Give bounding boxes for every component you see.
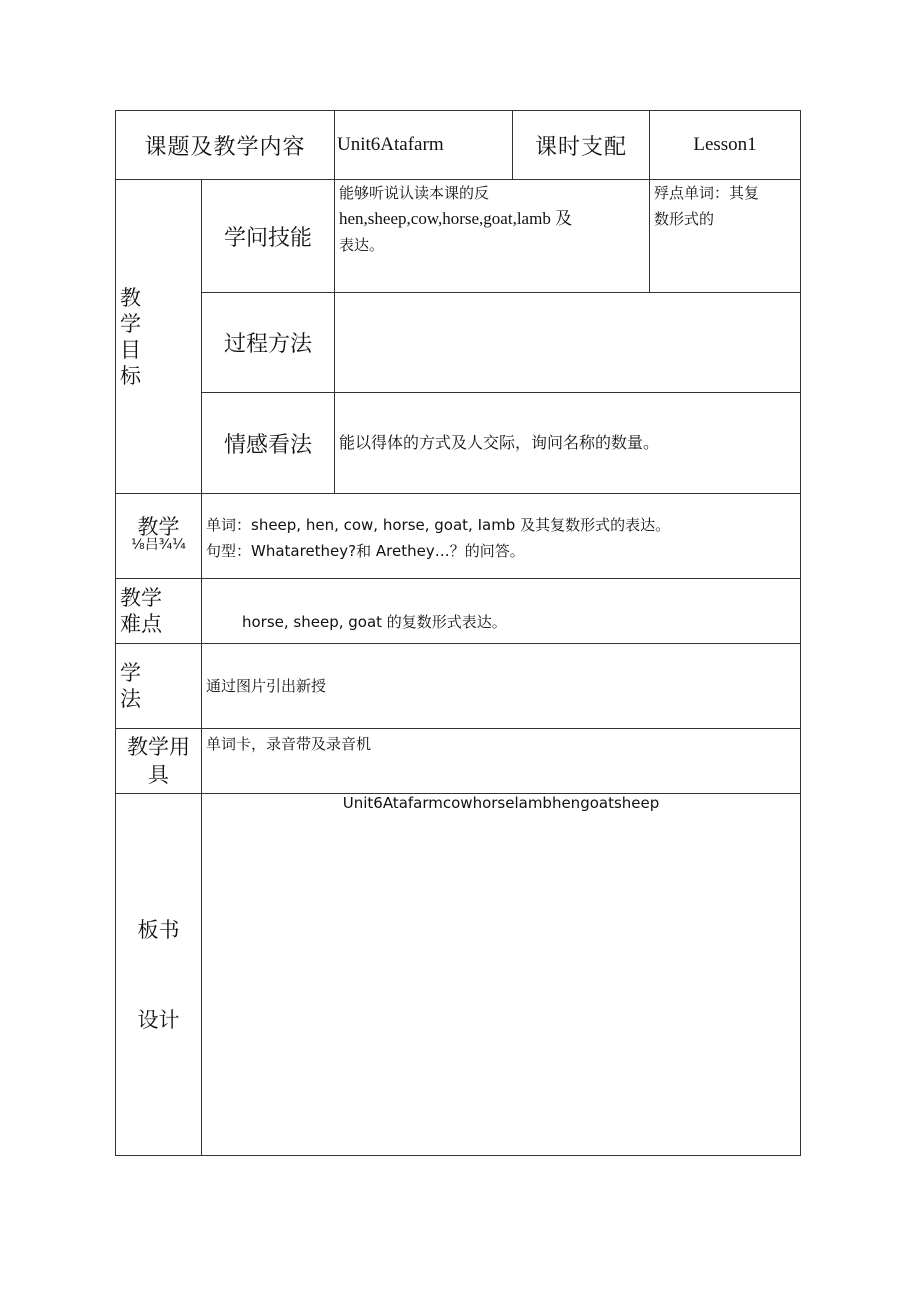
method-row bbox=[116, 644, 801, 729]
difficulty-row bbox=[116, 579, 801, 644]
knowledge-text: 能够听说认读本课的反 hen,sheep,cow,horse,goat,lamb 及 表达。 bbox=[335, 180, 650, 293]
topic-value: Unit6Atafarm bbox=[335, 111, 513, 180]
tools-text: 单词卡，录音带及录音机 bbox=[202, 729, 801, 794]
board-label: 板书 设计 bbox=[116, 794, 202, 1156]
header-row bbox=[116, 111, 801, 180]
difficulty-text: horse, sheep, goat 的复数形式表达。 bbox=[202, 579, 801, 644]
lesson-plan-table bbox=[115, 110, 801, 1156]
board-text: Unit6Atafarmcowhorselambhengoatsheep bbox=[202, 794, 801, 1156]
emotion-label: 情感看法 bbox=[202, 393, 335, 494]
objective-knowledge-row bbox=[116, 180, 801, 293]
tools-label: 教学用 具 bbox=[116, 729, 202, 794]
emotion-text: 能以得体的方式及人交际，询问名称的数量。 bbox=[335, 393, 801, 494]
process-text bbox=[335, 293, 801, 393]
knowledge-side-text: 殍点单词：其复 数形式的 bbox=[650, 180, 801, 293]
key-points-text: 单词：sheep, hen, cow, horse, goat, Iamb 及其复数形式的表达。 句型：Whatarethey?和 Arethey…？的问答。 bbox=[202, 494, 801, 579]
hours-label: 课时支配 bbox=[513, 111, 650, 180]
board-row bbox=[116, 794, 801, 1156]
difficulty-label: 教学 难点 bbox=[116, 579, 202, 644]
method-label: 学 法 bbox=[116, 644, 202, 729]
objectives-label: 教 学 目 标 bbox=[116, 180, 202, 494]
process-label: 过程方法 bbox=[202, 293, 335, 393]
hours-value: Lesson1 bbox=[650, 111, 801, 180]
objective-emotion-row bbox=[116, 393, 801, 494]
key-points-row bbox=[116, 494, 801, 579]
key-points-label: 教学 ⅛吕¾¼ bbox=[116, 494, 202, 579]
tools-row bbox=[116, 729, 801, 794]
knowledge-label: 学问技能 bbox=[202, 180, 335, 293]
objective-process-row bbox=[116, 293, 801, 393]
method-text: 通过图片引出新授 bbox=[202, 644, 801, 729]
topic-label: 课题及教学内容 bbox=[116, 111, 335, 180]
